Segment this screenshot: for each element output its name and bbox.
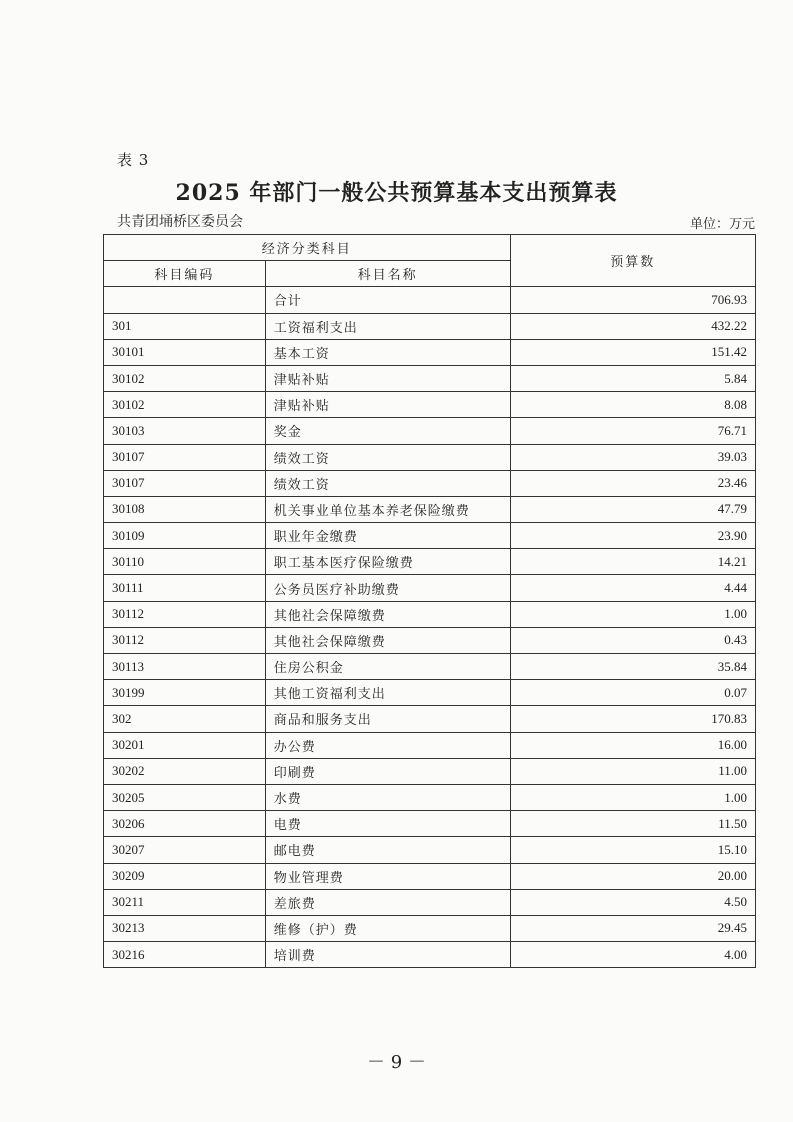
header-code-cell: 科目编码: [104, 261, 266, 287]
amount-cell: 23.46: [510, 470, 755, 496]
table-row: [104, 549, 756, 575]
header-row-group: [104, 235, 756, 261]
name-cell: 培训费: [265, 942, 510, 968]
name-cell: 基本工资: [265, 339, 510, 365]
code-cell: 30202: [104, 758, 266, 784]
name-cell: 其他社会保障缴费: [265, 601, 510, 627]
amount-cell: 4.00: [510, 942, 755, 968]
table-row: [104, 732, 756, 758]
name-cell: 职工基本医疗保险缴费: [265, 549, 510, 575]
header-name-cell: 科目名称: [265, 261, 510, 287]
code-cell: 30211: [104, 889, 266, 915]
amount-cell: 4.50: [510, 889, 755, 915]
name-cell: 奖金: [265, 418, 510, 444]
amount-cell: 5.84: [510, 365, 755, 391]
name-cell: 差旅费: [265, 889, 510, 915]
table-row: [104, 339, 756, 365]
table-row: [104, 654, 756, 680]
name-cell: 绩效工资: [265, 470, 510, 496]
header-group-cell: 经济分类科目: [104, 235, 511, 261]
name-cell: 邮电费: [265, 837, 510, 863]
table-row: [104, 784, 756, 810]
amount-cell: 76.71: [510, 418, 755, 444]
code-cell: 30111: [104, 575, 266, 601]
code-cell: 30206: [104, 811, 266, 837]
name-cell: 职业年金缴费: [265, 523, 510, 549]
code-cell: 30207: [104, 837, 266, 863]
table-row: [104, 706, 756, 732]
page-number: － 9 －: [367, 1052, 426, 1073]
table-row: [104, 601, 756, 627]
table-row: [104, 392, 756, 418]
amount-cell: 1.00: [510, 601, 755, 627]
name-cell: 水费: [265, 784, 510, 810]
budget-table: [103, 234, 756, 968]
code-cell: 30110: [104, 549, 266, 575]
amount-cell: 11.00: [510, 758, 755, 784]
code-cell: 30101: [104, 339, 266, 365]
code-cell: 30113: [104, 654, 266, 680]
code-cell: 301: [104, 313, 266, 339]
code-cell: 30102: [104, 392, 266, 418]
amount-cell: 39.03: [510, 444, 755, 470]
amount-cell: 0.43: [510, 627, 755, 653]
name-cell: 津贴补贴: [265, 365, 510, 391]
name-cell: 机关事业单位基本养老保险缴费: [265, 496, 510, 522]
table-number: 表 3: [117, 151, 150, 169]
unit-label: 单位：万元: [689, 217, 755, 232]
name-cell: 合计: [265, 287, 510, 313]
code-cell: 30205: [104, 784, 266, 810]
name-cell: 办公费: [265, 732, 510, 758]
table-row: [104, 287, 756, 313]
amount-cell: 16.00: [510, 732, 755, 758]
code-cell: 30107: [104, 470, 266, 496]
name-cell: 住房公积金: [265, 654, 510, 680]
code-cell: 30102: [104, 365, 266, 391]
amount-cell: 1.00: [510, 784, 755, 810]
code-cell: 30107: [104, 444, 266, 470]
table-row: [104, 811, 756, 837]
name-cell: 维修（护）费: [265, 915, 510, 941]
amount-cell: 14.21: [510, 549, 755, 575]
name-cell: 物业管理费: [265, 863, 510, 889]
code-cell: 30103: [104, 418, 266, 444]
code-cell: 302: [104, 706, 266, 732]
table-row: [104, 444, 756, 470]
amount-cell: 15.10: [510, 837, 755, 863]
name-cell: 其他社会保障缴费: [265, 627, 510, 653]
table-row: [104, 680, 756, 706]
code-cell: 30201: [104, 732, 266, 758]
name-cell: 电费: [265, 811, 510, 837]
amount-cell: 706.93: [510, 287, 755, 313]
amount-cell: 20.00: [510, 863, 755, 889]
name-cell: 工资福利支出: [265, 313, 510, 339]
header-amount-cell: 预算数: [510, 235, 755, 287]
table-row: [104, 758, 756, 784]
name-cell: 印刷费: [265, 758, 510, 784]
code-cell: [104, 287, 266, 313]
table-row: [104, 313, 756, 339]
amount-cell: 29.45: [510, 915, 755, 941]
amount-cell: 432.22: [510, 313, 755, 339]
name-cell: 津贴补贴: [265, 392, 510, 418]
code-cell: 30209: [104, 863, 266, 889]
table-row: [104, 523, 756, 549]
table-row: [104, 575, 756, 601]
amount-cell: 151.42: [510, 339, 755, 365]
code-cell: 30112: [104, 627, 266, 653]
code-cell: 30108: [104, 496, 266, 522]
code-cell: 30199: [104, 680, 266, 706]
name-cell: 公务员医疗补助缴费: [265, 575, 510, 601]
amount-cell: 4.44: [510, 575, 755, 601]
code-cell: 30109: [104, 523, 266, 549]
amount-cell: 47.79: [510, 496, 755, 522]
name-cell: 其他工资福利支出: [265, 680, 510, 706]
name-cell: 商品和服务支出: [265, 706, 510, 732]
table-row: [104, 365, 756, 391]
amount-cell: 35.84: [510, 654, 755, 680]
table-row: [104, 496, 756, 522]
amount-cell: 11.50: [510, 811, 755, 837]
table-row: [104, 418, 756, 444]
name-cell: 绩效工资: [265, 444, 510, 470]
code-cell: 30216: [104, 942, 266, 968]
table-row: [104, 889, 756, 915]
table-row: [104, 915, 756, 941]
amount-cell: 0.07: [510, 680, 755, 706]
table-row: [104, 863, 756, 889]
amount-cell: 23.90: [510, 523, 755, 549]
page-title: 2025 年部门一般公共预算基本支出预算表: [175, 180, 618, 206]
code-cell: 30213: [104, 915, 266, 941]
amount-cell: 170.83: [510, 706, 755, 732]
amount-cell: 8.08: [510, 392, 755, 418]
table-row: [104, 470, 756, 496]
table-row: [104, 942, 756, 968]
table-row: [104, 627, 756, 653]
code-cell: 30112: [104, 601, 266, 627]
organization-name: 共青团埇桥区委员会: [117, 214, 243, 230]
table-row: [104, 837, 756, 863]
